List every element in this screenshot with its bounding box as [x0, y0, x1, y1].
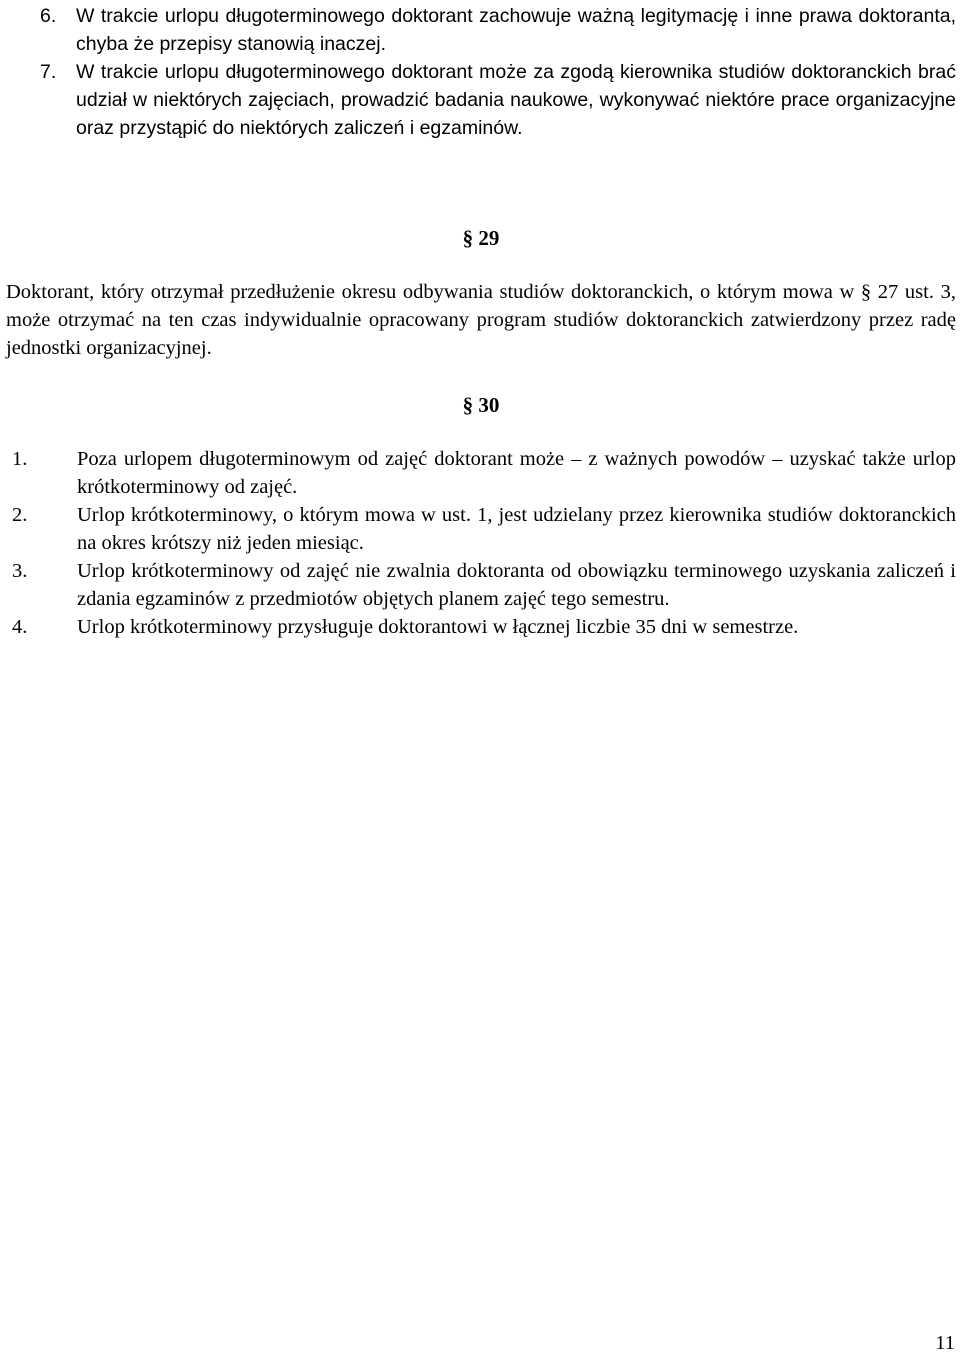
section-heading-30: § 30 — [462, 393, 500, 417]
item-number: 3. — [12, 560, 28, 582]
item-number: 4. — [12, 616, 28, 638]
section-29-paragraph: Doktorant, który otrzymał przedłużenie okresu odbywania studiów doktoranckich, o którym mowa w § 27 ust. 3, może otrzymać na ten czas indywidualnie opracowany program studiów doktoranckich zatwierdzony przez radę jednostki organizacyjnej. — [6, 281, 956, 359]
list-item — [6, 501, 956, 557]
list-item — [6, 58, 956, 142]
item-number: 6. — [40, 5, 57, 27]
section-30-list — [6, 445, 956, 641]
section-heading-29: § 29 — [462, 226, 500, 250]
item-text: Poza urlopem długoterminowym od zajęć doktorant może – z ważnych powodów – uzyskać także urlop krótkoterminowy od zajęć. — [77, 448, 956, 498]
item-text: W trakcie urlopu długoterminowego doktorant zachowuje ważną legitymację i inne prawa doktoranta, chyba że przepisy stanowią inaczej. — [76, 5, 956, 55]
item-number: 1. — [12, 448, 28, 470]
list-item — [6, 613, 956, 641]
list-item — [6, 445, 956, 501]
list-item — [6, 557, 956, 613]
item-text: W trakcie urlopu długoterminowego doktorant może za zgodą kierownika studiów doktoranckich brać udział w niektórych zajęciach, prowadzić badania naukowe, wykonywać niektóre prace organizacyjne oraz przystąpić do niektórych zaliczeń i egzaminów. — [76, 61, 956, 139]
page-number: 11 — [935, 1332, 955, 1354]
item-text: Urlop krótkoterminowy od zajęć nie zwalnia doktoranta od obowiązku terminowego uzyskania zaliczeń i zdania egzaminów z przedmiotów objętych planem zajęć tego semestru. — [77, 560, 956, 610]
item-text: Urlop krótkoterminowy, o którym mowa w ust. 1, jest udzielany przez kierownika studiów doktoranckich na okres krótszy niż jeden miesiąc. — [77, 504, 956, 554]
item-number: 2. — [12, 504, 28, 526]
list-item — [6, 2, 956, 58]
item-number: 7. — [40, 61, 57, 83]
item-text: Urlop krótkoterminowy przysługuje doktorantowi w łącznej liczbie 35 dni w semestrze. — [77, 616, 799, 638]
list-items-6-7 — [6, 2, 956, 142]
